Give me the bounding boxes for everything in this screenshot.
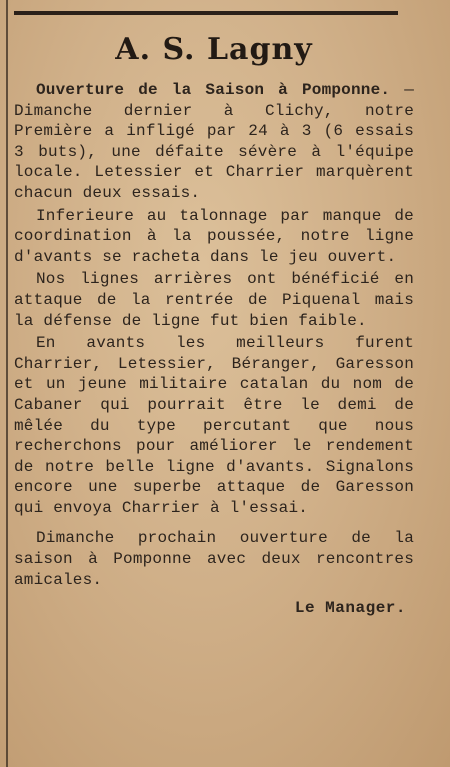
paragraph-1: [14, 80, 414, 204]
paragraph-text: En avants les meilleurs furent Charrier, Letessier, Béranger, Garesson et un jeune militaire catalan du nom de Cabaner qui pourrait être le demi de mêlée du type percutant que nous recherchons pour améliorer le rendement de notre belle ligne d'avants. Signalons encore une superbe attaque de Garesson qui envoya Charrier à l'essai.: [14, 334, 414, 517]
article-body: [14, 80, 414, 619]
article-headline: A. S. Lagny: [115, 32, 313, 67]
paragraph-text: Nos lignes arrières ont bénéficié en attaque de la rentrée de Piquenal mais la défense de ligne fut bien faible.: [14, 270, 414, 330]
column-rule-top: [14, 11, 398, 15]
paragraph-text: — Dimanche dernier à Clichy, notre Première a infligé par 24 à 3 (6 essais 3 buts), une défaite sévère à l'équipe locale. Letessier et Charrier marquèrent chacun deux essais.: [14, 81, 414, 202]
article-signature: Le Manager.: [294, 599, 406, 618]
paragraph-text: Dimanche prochain ouverture de la saison à Pomponne avec deux rencontres amicales.: [14, 529, 414, 589]
paragraph-lead: Ouverture de la Saison à Pomponne.: [36, 81, 391, 99]
paragraph-text: Inferieure au talonnage par manque de coordination à la poussée, notre ligne d'avants se racheta dans le jeu ouvert.: [14, 206, 414, 266]
paragraph-2: [14, 206, 414, 268]
paragraph-5: [14, 528, 414, 590]
paragraph-4: [14, 333, 414, 518]
paragraph-3: [14, 269, 414, 331]
article: [14, 20, 414, 619]
column-rule-left: [6, 0, 8, 767]
